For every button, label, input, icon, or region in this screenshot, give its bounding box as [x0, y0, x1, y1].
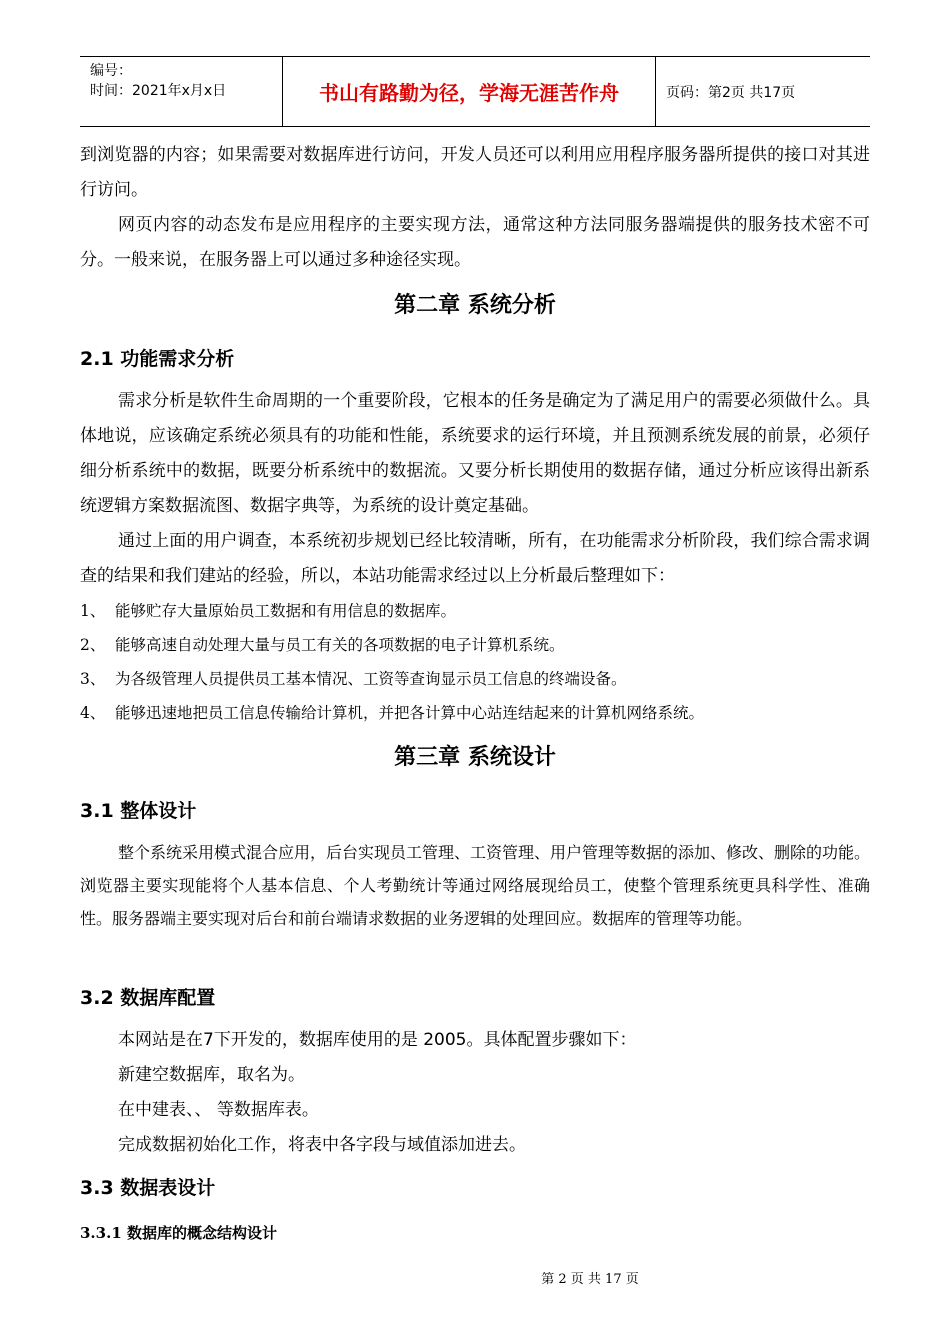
list-number: 3、 [80, 670, 106, 688]
list-item [80, 696, 870, 730]
paragraph: 通过上面的用户调查，本系统初步规划已经比较清晰，所有，在功能需求分析阶段，我们综合需求调查的结果和我们建站的经验，所以，本站功能需求经过以上分析最后整理如下： [80, 531, 870, 586]
document-time-label: 时间：2021年x月x日 [90, 83, 227, 99]
subsection-heading: 3.3.1 数据库的概念结构设计 [80, 1224, 277, 1242]
list-item [80, 628, 870, 662]
list-text: 能够贮存大量原始员工数据和有用信息的数据库。 [115, 602, 457, 620]
config-line: 本网站是在7下开发的，数据库使用的是 2005。具体配置步骤如下： [118, 1030, 637, 1050]
requirement-list [80, 594, 870, 730]
page-footer: 第 2 页 共 17 页 [541, 1272, 639, 1287]
paragraph: 到浏览器的内容；如果需要对数据库进行访问，开发人员还可以利用应用程序服务器所提供的接口对其进行访问。 [80, 145, 870, 200]
list-item [80, 662, 870, 696]
config-line: 完成数据初始化工作，将表中各字段与域值添加进去。 [118, 1135, 526, 1155]
list-text: 能够迅速地把员工信息传输给计算机，并把各计算中心站连结起来的计算机网络系统。 [115, 704, 705, 722]
section-heading: 3.2 数据库配置 [80, 987, 216, 1009]
config-line: 新建空数据库，取名为。 [118, 1065, 305, 1085]
document-body [80, 138, 870, 1253]
page-header [80, 56, 870, 127]
list-number: 1、 [80, 602, 106, 620]
section-heading: 3.1 整体设计 [80, 800, 197, 822]
paragraph: 整个系统采用模式混合应用，后台实现员工管理、工资管理、用户管理等数据的添加、修改、删除的功能。浏览器主要实现能将个人基本信息、个人考勤统计等通过网络展现给员工，使整个管理系统更具科学性、准确性。服务器端主要实现对后台和前台端请求数据的业务逻辑的处理回应。数据库的管理等功能。 [80, 843, 871, 928]
list-number: 4、 [80, 704, 106, 722]
list-number: 2、 [80, 636, 106, 654]
chapter-heading: 第三章 系统设计 [394, 745, 556, 770]
list-text: 能够高速自动处理大量与员工有关的各项数据的电子计算机系统。 [115, 636, 565, 654]
header-motto: 书山有路勤为径，学海无涯苦作舟 [283, 57, 656, 126]
header-page-info: 页码：第2页 共17页 [666, 84, 796, 101]
list-text: 为各级管理人员提供员工基本情况、工资等查询显示员工信息的终端设备。 [115, 670, 627, 688]
list-item [80, 594, 870, 628]
config-line: 在中建表、、 等数据库表。 [118, 1100, 319, 1120]
paragraph: 网页内容的动态发布是应用程序的主要实现方法，通常这种方法同服务器端提供的服务技术密不可分。一般来说，在服务器上可以通过多种途径实现。 [80, 215, 870, 270]
chapter-heading: 第二章 系统分析 [394, 293, 556, 318]
section-heading: 2.1 功能需求分析 [80, 348, 235, 370]
header-meta [80, 57, 283, 126]
section-heading: 3.3 数据表设计 [80, 1177, 216, 1199]
paragraph: 需求分析是软件生命周期的一个重要阶段，它根本的任务是确定为了满足用户的需要必须做什么。具体地说，应该确定系统必须具有的功能和性能，系统要求的运行环境，并且预测系统发展的前景，必须仔细分析系统中的数据，既要分析系统中的数据流。又要分析长期使用的数据存储，通过分析应该得出新系统逻辑方案数据流图、数据字典等，为系统的设计奠定基础。 [80, 391, 870, 516]
document-number-label: 编号： [90, 63, 132, 79]
